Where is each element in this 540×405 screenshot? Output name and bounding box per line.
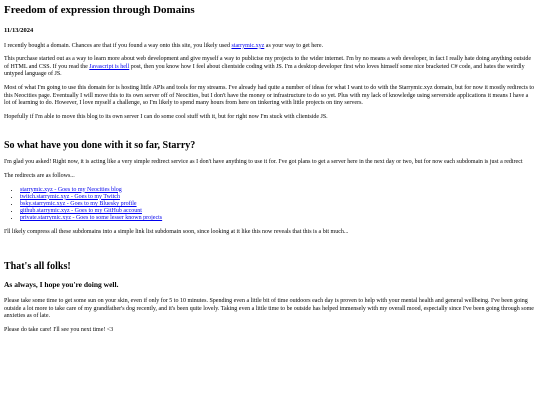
purpose-paragraph bbox=[4, 56, 536, 79]
redirect-link-github[interactable]: github.starrymic.xyz - Goes to my GitHub account bbox=[20, 208, 142, 215]
section-spacer bbox=[4, 127, 536, 140]
redirect-link-twitch[interactable]: twitch.starrymic.xyz - Goes to my Twitch bbox=[20, 193, 120, 200]
hope-paragraph: Hopefully if I'm able to move this blog to its own server I can do some cool stuff with it, but for right now I'm stuck with clientside JS. bbox=[4, 113, 328, 120]
section2-closing: I'll likely compress all these subdomains into a simple link list subdomain soon, since looking at it like this now reveals that this is a bit much... bbox=[4, 228, 349, 235]
section3-heading: That's all folks! bbox=[4, 261, 71, 273]
post-title: Freedom of expression through Domains bbox=[4, 4, 195, 16]
purpose-text-before: This purchase started out as a way to learn more about web development and give myself a way to publicise my projects to the wider internet. I'm by no means a web developer, in fact I really hate doing anything outside of HTML and CSS. If you read the bbox=[4, 56, 532, 70]
intro-paragraph bbox=[4, 43, 536, 51]
intro-text-after: as your way to get here. bbox=[264, 42, 324, 49]
section3-signoff: Please do take care! I'll see you next time! <3 bbox=[4, 326, 114, 333]
section2-intro: I'm glad you asked! Right now, it is acting like a very simple redirect service as I don't have anything to use it for. I've got plans to get a server here in the next day or two, but for now each subdomain is just a redirect bbox=[4, 159, 523, 166]
starrymic-link[interactable]: starrymic.xyz bbox=[231, 42, 265, 49]
list-item bbox=[20, 194, 536, 201]
redirect-list bbox=[4, 187, 536, 223]
section2-heading: So what have you done with it so far, Starry? bbox=[4, 140, 196, 152]
javascript-is-hell-link[interactable]: Javascript is hell bbox=[89, 63, 130, 70]
usage-paragraph: Most of what I'm going to use this domain for is hosting little APIs and tools for my streams. I've already had quite a number of ideas for what I want to do with the Starrymic.xyz domain, but for now it mostly redirects to this Neocities page. Eventually I will move this to its own server off of Neocities, but I don't have the money or infrastructure to do so yet. Plus with my lack of knowledge using serverside applications it means I have a lot of learning to do. However, I love myself a challenge, so I'm likely to spend many hours from here on tinkering with little projects on tiny servers. bbox=[4, 84, 535, 107]
list-item bbox=[20, 215, 536, 222]
intro-text-before: I recently bought a domain. Chances are that if you found a way onto this site, you likely used bbox=[4, 42, 232, 49]
section-spacer bbox=[4, 242, 536, 261]
list-item bbox=[20, 208, 536, 215]
redirect-link-private[interactable]: private.starrymic.xyz - Goes to some lesser known projects bbox=[20, 215, 163, 222]
section2-redirects-lead: The redirects are as follows... bbox=[4, 172, 75, 179]
redirect-link-main[interactable]: starrymic.xyz - Goes to my Neocities blog bbox=[20, 186, 122, 193]
section3-paragraph: Please take some time to get some sun on your skin, even if only for 5 to 10 minutes. Spending even a little bit of time outdoors each day is proven to help with your mental health and general wellbeing. I've been going outside a lot more to take care of my grandfather's dog recently, and it's been quite lovely. Taking even a little time to be outside has helped immensely with my overall mood, especially since I've been going through some anxieties as of late. bbox=[4, 298, 534, 320]
section3-subheading: As always, I hope you're doing well. bbox=[4, 280, 119, 290]
list-item bbox=[20, 201, 536, 208]
redirect-link-bsky[interactable]: bsky.starrymic.xyz - Goes to my Bluesky profile bbox=[20, 200, 137, 207]
post-date: 11/13/2024 bbox=[4, 27, 34, 34]
purpose-text-after: post, then you know how I feel about clientside coding with JS. I'm a desktop developer first who loves himself some nice bracketed C# code, and hates the weirdly untyped language of JS. bbox=[4, 63, 525, 78]
list-item bbox=[20, 187, 536, 194]
